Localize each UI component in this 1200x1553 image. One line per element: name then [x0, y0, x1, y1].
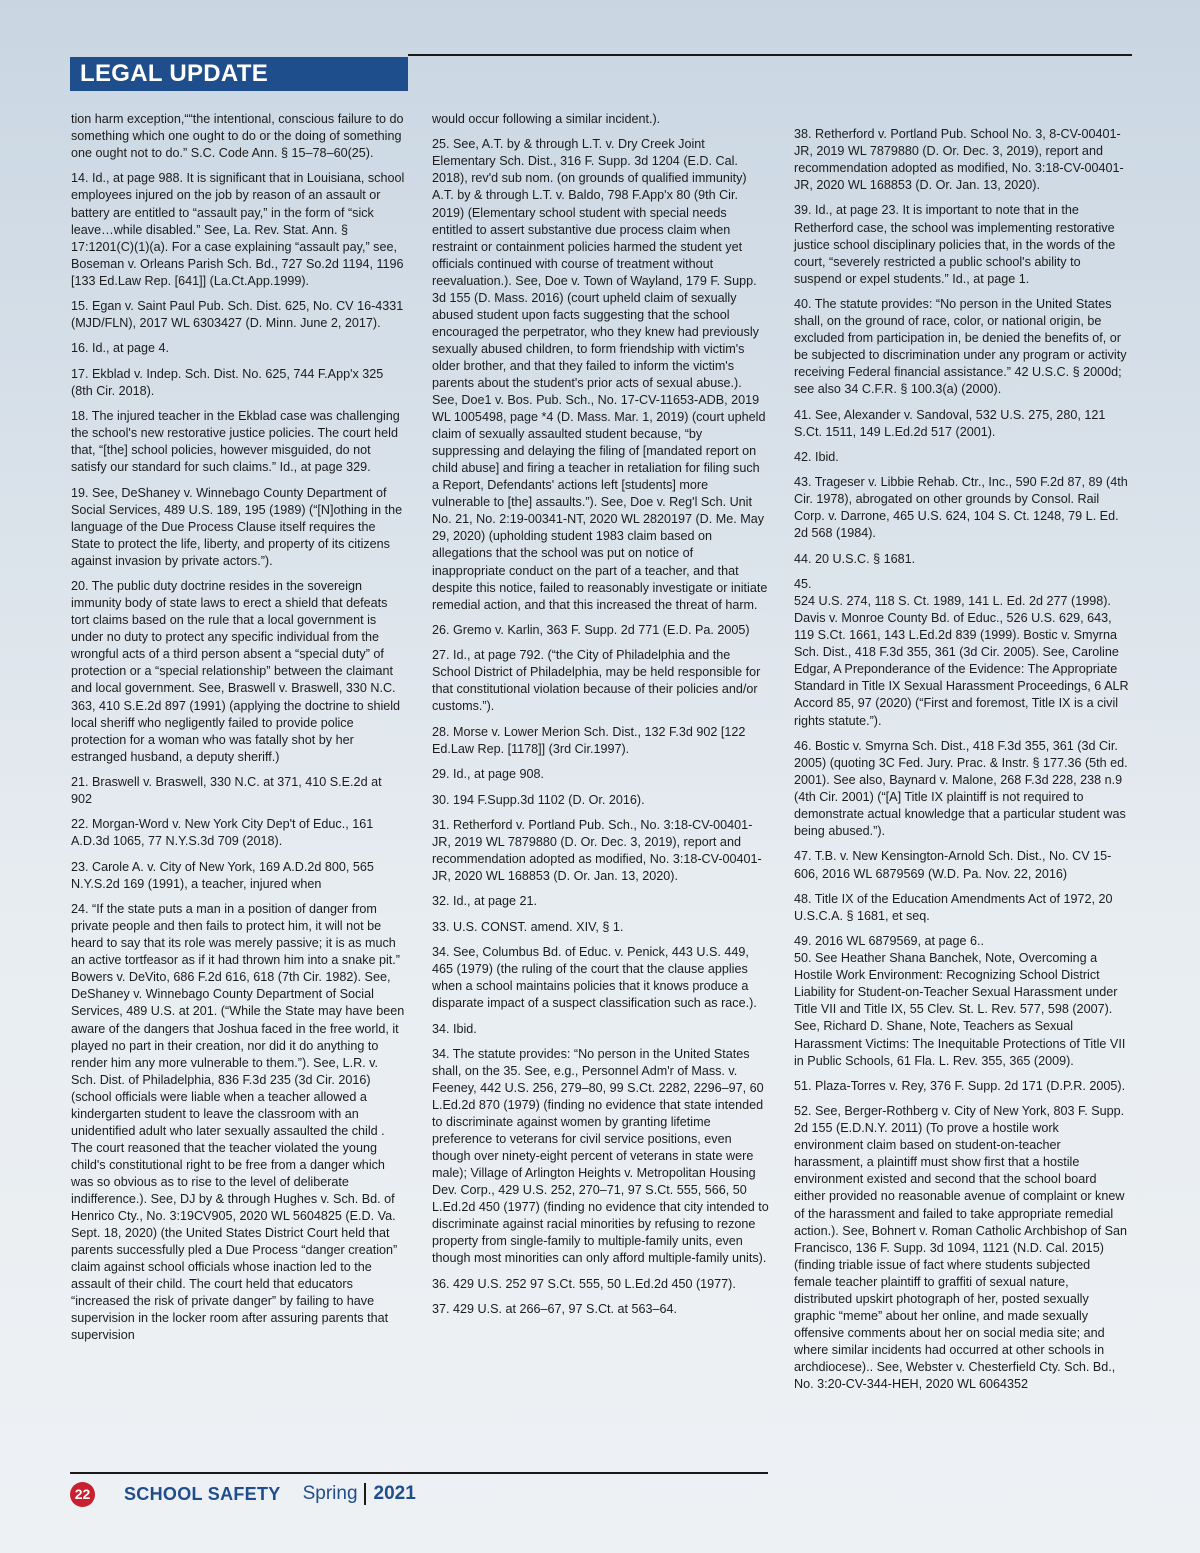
footnote-paragraph: 47. T.B. v. New Kensington-Arnold Sch. Dist., No. CV 15-606, 2016 WL 6879569 (W.D. Pa. Nov. 22, 2016) — [794, 849, 1112, 881]
page-footer — [70, 1481, 416, 1507]
footnote-paragraph: 32. Id., at page 21. — [432, 894, 538, 909]
footnote-paragraph: 34. See, Columbus Bd. of Educ. v. Penick, 443 U.S. 449, 465 (1979) (the ruling of the court that the clause applies when a school maintains policies that it knows produce a disparate impact of a suspect classification such as race.). — [432, 945, 757, 1011]
footnote-paragraph: 26. Gremo v. Karlin, 363 F. Supp. 2d 771 (E.D. Pa. 2005) — [432, 622, 750, 637]
footnote-paragraph: 38. Retherford v. Portland Pub. School No. 3, 8-CV-00401-JR, 2019 WL 7879880 (D. Or. Dec. 3, 2019), report and recommendation adopted as modified, No. 3:18-CV-00401-JR, 2020 WL 168853 (D. Or. Jan. 13, 2020). — [794, 127, 1124, 193]
footnote-paragraph: 37. 429 U.S. at 266–67, 97 S.Ct. at 563–64. — [432, 1302, 678, 1317]
footnote-paragraph: 19. See, DeShaney v. Winnebago County Department of Social Services, 489 U.S. 189, 195 (1989) (“[N]othing in the language of the Due Process Clause itself requires the State to protect the life, liberty, and property of its citizens against invasion by private actors.”). — [71, 485, 403, 568]
footnote-paragraph: would occur following a similar incident.). — [432, 112, 661, 126]
header-rule — [408, 54, 1132, 56]
footnote-paragraph: 27. Id., at page 792. (“the City of Philadelphia and the School District of Philadelphia, may be held responsible for that constitutional violation because of their policies and/or customs.”). — [432, 648, 761, 714]
column-2 — [432, 111, 769, 1326]
footnote-paragraph: 16. Id., at page 4. — [71, 341, 170, 356]
issue-season: Spring — [302, 1483, 358, 1504]
page-number-badge: 22 — [70, 1482, 95, 1507]
footnote-paragraph: 15. Egan v. Saint Paul Pub. Sch. Dist. 625, No. CV 16-4331 (MJD/FLN), 2017 WL 6303427 (D. Minn. June 2, 2017). — [71, 299, 404, 331]
footnote-paragraph: 30. 194 F.Supp.3d 1102 (D. Or. 2016). — [432, 792, 645, 807]
footnote-paragraph: 52. See, Berger-Rothberg v. City of New York, 803 F. Supp. 2d 155 (E.D.N.Y. 2011) (To prove a hostile work environment claim based on student-on-teacher harassment, a plaintiff must show first that a hostile environment existed and second that the school board either provided no reasonable avenue of complaint or knew of the harassment and failed to take appropriate remedial action.). See, Bohnert v. Roman Catholic Archbishop of San Francisco, 136 F. Supp. 3d 1094, 1121 (N.D. Cal. 2015) (finding triable issue of fact where students subjected female teacher plaintiff to graffiti of sexual nature, distributed upskirt photograph of her, posted sexually graphic “meme” about her online, and made sexually offensive comments about her on social media site; and where similar incidents had occurred at other schools in archdiocese).. See, Webster v. Chesterfield Cty. Sch. Bd., No. 3:20-CV-344-HEH, 2020 WL 6064352 — [794, 1104, 1127, 1391]
publication-name: SCHOOL SAFETY — [124, 1483, 281, 1504]
footnote-paragraph: 25. See, A.T. by & through L.T. v. Dry Creek Joint Elementary Sch. Dist., 316 F. Supp. 3d 1204 (E.D. Cal. 2018), rev'd sub nom. (on grounds of qualified immunity) A.T. by & through L.T. v. Baldo, 798 F.App'x 80 (9th Cir. 2019) (Elementary school student with special needs entitled to assert substantive due process claim when restraint or containment policies harmed the student yet officials continued with course of treatment without reevaluation.). See, Doe v. Town of Wayland, 179 F. Supp. 3d 155 (D. Mass. 2016) (court upheld claim of sexually abused student upon facts suggesting that the school encouraged the perpetrator, who they knew had previously sexually abused children, to form friendship with victim's older brother, and that they failed to inform the victim's parents about the student's prior acts of sexual abuse.). See, Doe1 v. Bos. Pub. Sch., No. 17-CV-11653-ADB, 2019 WL 1005498, page *4 (D. Mass. Mar. 1, 2019) (court upheld claim of sexually assaulted student because, “by suppressing and delaying the filing of [mandated report on child abuse] and firing a teacher in retaliation for filing such a Report, Defendants' actions left [students] more vulnerable to [the] assaults.”). See, Doe v. Reg'l Sch. Unit No. 21, No. 2:19-00341-NT, 2020 WL 2820197 (D. Me. May 29, 2020) (upholding student 1983 claim based on allegations that the school was put on notice of inappropriate conduct on the part of a teacher, and that despite this notice, failed to reasonably investigate or initiate remedial action, and that this increased the threat of harm. — [432, 137, 768, 612]
footnote-paragraph: 20. The public duty doctrine resides in the sovereign immunity body of state laws to erect a shield that defeats tort claims based on the rule that a local government is under no duty to protect any specific individual from the wrongful acts of a third person absent a “special duty” of protection or a “special relationship” between the claimant and local government. See, Braswell v. Braswell, 330 N.C. 363, 410 S.E.2d 897 (1991) (applying the doctrine to shield local sheriff who negligently failed to provide police protection for a woman who was fatally shot by her estranged husband, a deputy sheriff.) — [71, 579, 401, 764]
footnote-paragraph: 40. The statute provides: “No person in the United States shall, on the ground of race, color, or national origin, be excluded from participation in, be denied the benefits of, or be subjected to discrimination under any program or activity receiving Federal financial assistance.” 42 U.S.C. § 2000d; see also 34 C.F.R. § 100.3(a) (2000). — [794, 297, 1127, 397]
footnote-paragraph: 34. Ibid. — [432, 1021, 477, 1036]
footnote-paragraph: 34. The statute provides: “No person in the United States shall, on the 35. See, e.g., Personnel Adm'r of Mass. v. Feeney, 442 U.S. 256, 279–80, 99 S.Ct. 2282, 2296–97, 60 L.Ed.2d 870 (1979) (finding no evidence that state intended to discriminate against women by granting lifetime preference to veterans for civil service positions, even though over ninety-eight percent of veterans in state were male); Village of Arlington Heights v. Metropolitan Housing Dev. Corp., 429 U.S. 252, 270–71, 97 S.Ct. 555, 566, 50 L.Ed.2d 450 (1977) (finding no evidence that city intended to discriminate against racial minorities by refusing to rezone property from single-family to multiple-family units, even though most minorities can only afford multiple-family units). — [432, 1046, 769, 1266]
footnote-paragraph: 39. Id., at page 23. It is important to note that in the Retherford case, the school was implementing restorative justice school disciplinary policies that, in the words of the court, “severely restricted a public school's ability to suspend or expel students.” Id., at page 1. — [794, 203, 1116, 286]
footnote-paragraph: 31. Retherford v. Portland Pub. Sch., No. 3:18-CV-00401-JR, 2019 WL 7879880 (D. Or. Dec. 3, 2019), report and recommendation adopted as modified, No. 3:18-CV-00401-JR, 2020 WL 168853 (D. Or. Jan. 13, 2020). — [432, 817, 762, 883]
footnote-paragraph: 29. Id., at page 908. — [432, 767, 545, 782]
footer-divider — [364, 1483, 366, 1505]
footnote-paragraph: 44. 20 U.S.C. § 1681. — [794, 551, 916, 566]
footer-rule — [70, 1472, 768, 1474]
footnote-paragraph: 45. 524 U.S. 274, 118 S. Ct. 1989, 141 L. Ed. 2d 277 (1998). Davis v. Monroe County Bd. of Educ., 526 U.S. 629, 643, 119 S.Ct. 1661, 143 L.Ed.2d 839 (1999). Bostic v. Smyrna Sch. Dist., 418 F.3d 355, 361 (3d Cir. 2005). See, Caroline Edgar, A Preponderance of the Evidence: The Appropriate Standard in Title IX Sexual Harassment Proceedings, 6 ALR Accord 85, 97 (2020) (“First and foremost, Title IX is a civil rights statute.”). — [794, 577, 1129, 728]
footnote-paragraph: 14. Id., at page 988. It is significant that in Louisiana, school employees injured on the job by reason of an assault or battery are entitled to “assault pay,” in the form of “sick leave…while disabled.” See, La. Rev. Stat. Ann. § 17:1201(C)(1)(a). For a case explaining “assault pay,” see, Boseman v. Orleans Parish Sch. Bd., 727 So.2d 1194, 1196 [133 Ed.Law Rep. [641]] (La.Ct.App.1999). — [71, 171, 405, 288]
footnote-paragraph: 23. Carole A. v. City of New York, 169 A.D.2d 800, 565 N.Y.S.2d 169 (1991), a teacher, injured when — [71, 859, 374, 891]
footnote-paragraph: 49. 2016 WL 6879569, at page 6.. 50. See Heather Shana Banchek, Note, Overcoming a Hostile Work Environment: Recognizing School District Liability for Student-on-Teacher Sexual Harassment under Title VII and Title IX, 55 Clev. St. L. Rev. 577, 598 (2007). See, Richard D. Shane, Note, Teachers as Sexual Harassment Victims: The Inequitable Protections of Title VII in Public Schools, 61 Fla. L. Rev. 355, 365 (2009). — [794, 934, 1126, 1068]
footnote-paragraph: 33. U.S. CONST. amend. XIV, § 1. — [432, 919, 624, 934]
section-title: LEGAL UPDATE — [70, 57, 408, 91]
footnote-paragraph: 42. Ibid. — [794, 449, 839, 464]
footnote-paragraph: 21. Braswell v. Braswell, 330 N.C. at 371, 410 S.E.2d at 902 — [71, 775, 382, 807]
footnote-paragraph: 51. Plaza-Torres v. Rey, 376 F. Supp. 2d 171 (D.P.R. 2005). — [794, 1078, 1126, 1093]
footnote-paragraph: 22. Morgan-Word v. New York City Dep't of Educ., 161 A.D.3d 1065, 77 N.Y.S.3d 709 (2018). — [71, 817, 374, 849]
footnote-paragraph: 28. Morse v. Lower Merion Sch. Dist., 132 F.3d 902 [122 Ed.Law Rep. [1178]] (3rd Cir.1997). — [432, 724, 746, 756]
footnote-paragraph: 18. The injured teacher in the Ekblad case was challenging the school's new restorative justice policies. The court held that, “[the] school policies, however misguided, do not satisfy our standard for such claims.” Id., at page 329. — [71, 409, 400, 475]
footnote-paragraph: 48. Title IX of the Education Amendments Act of 1972, 20 U.S.C.A. § 1681, et seq. — [794, 891, 1113, 923]
footnote-paragraph: tion harm exception,““the intentional, conscious failure to do something which one ought to do or the doing of something one ought not to do.” S.C. Code Ann. § 15–78–60(25). — [71, 112, 404, 161]
issue-year: 2021 — [373, 1483, 416, 1504]
footnote-paragraph: 43. Trageser v. Libbie Rehab. Ctr., Inc., 590 F.2d 87, 89 (4th Cir. 1978), abrogated on other grounds by Consol. Rail Corp. v. Darrone, 465 U.S. 624, 104 S. Ct. 1248, 79 L. Ed. 2d 568 (1984). — [794, 475, 1128, 541]
footnote-paragraph: 17. Ekblad v. Indep. Sch. Dist. No. 625, 744 F.App'x 325 (8th Cir. 2018). — [71, 366, 384, 398]
footnote-paragraph: 41. See, Alexander v. Sandoval, 532 U.S. 275, 280, 121 S.Ct. 1511, 149 L.Ed.2d 517 (2001). — [794, 407, 1106, 439]
footnote-paragraph: 36. 429 U.S. 252 97 S.Ct. 555, 50 L.Ed.2d 450 (1977). — [432, 1276, 736, 1291]
footnote-paragraph: 46. Bostic v. Smyrna Sch. Dist., 418 F.3d 355, 361 (3d Cir. 2005) (quoting 3C Fed. Jury. Prac. & Instr. § 177.36 (5th ed. 2001). See also, Baynard v. Malone, 268 F.3d 228, 238 n.9 (4th Cir. 2001) (“[A] Title IX plaintiff is not required to demonstrate actual knowledge that a particular student was being abused.”). — [794, 738, 1128, 839]
column-1 — [71, 111, 405, 1353]
column-3 — [794, 126, 1130, 1401]
footnote-paragraph: 24. “If the state puts a man in a position of danger from private people and then fails to protect him, it will not be heard to say that its role was merely passive; it is as much an active tortfeasor as if it had thrown him into a snake pit.” Bowers v. DeVito, 686 F.2d 616, 618 (7th Cir. 1982). See, DeShaney v. Winnebago County Department of Social Services, 489 U.S. at 201. (“While the State may have been aware of the dangers that Joshua faced in the free world, it played no part in their creation, nor did it do anything to render him any more vulnerable to them.”). See, L.R. v. Sch. Dist. of Philadelphia, 836 F.3d 235 (3d Cir. 2016) (school officials were liable when a teacher allowed a kindergarten student to leave the classroom with an unidentified adult who later sexually assaulted the child . The court reasoned that the teacher violated the young child's constitutional right to be free from a danger which was so obvious as to rise to the level of deliberate indifference.). See, DJ by & through Hughes v. Sch. Bd. of Henrico Cty., No. 3:19CV905, 2020 WL 5604825 (E.D. Va. Sept. 18, 2020) (the United States District Court held that parents successfully pled a Due Process “danger creation” claim against school officials whose inaction led to the assault of their child. The court held that educators “increased the risk of private danger” by failing to have supervision in the locker room after assuring parents that supervision — [71, 902, 405, 1343]
